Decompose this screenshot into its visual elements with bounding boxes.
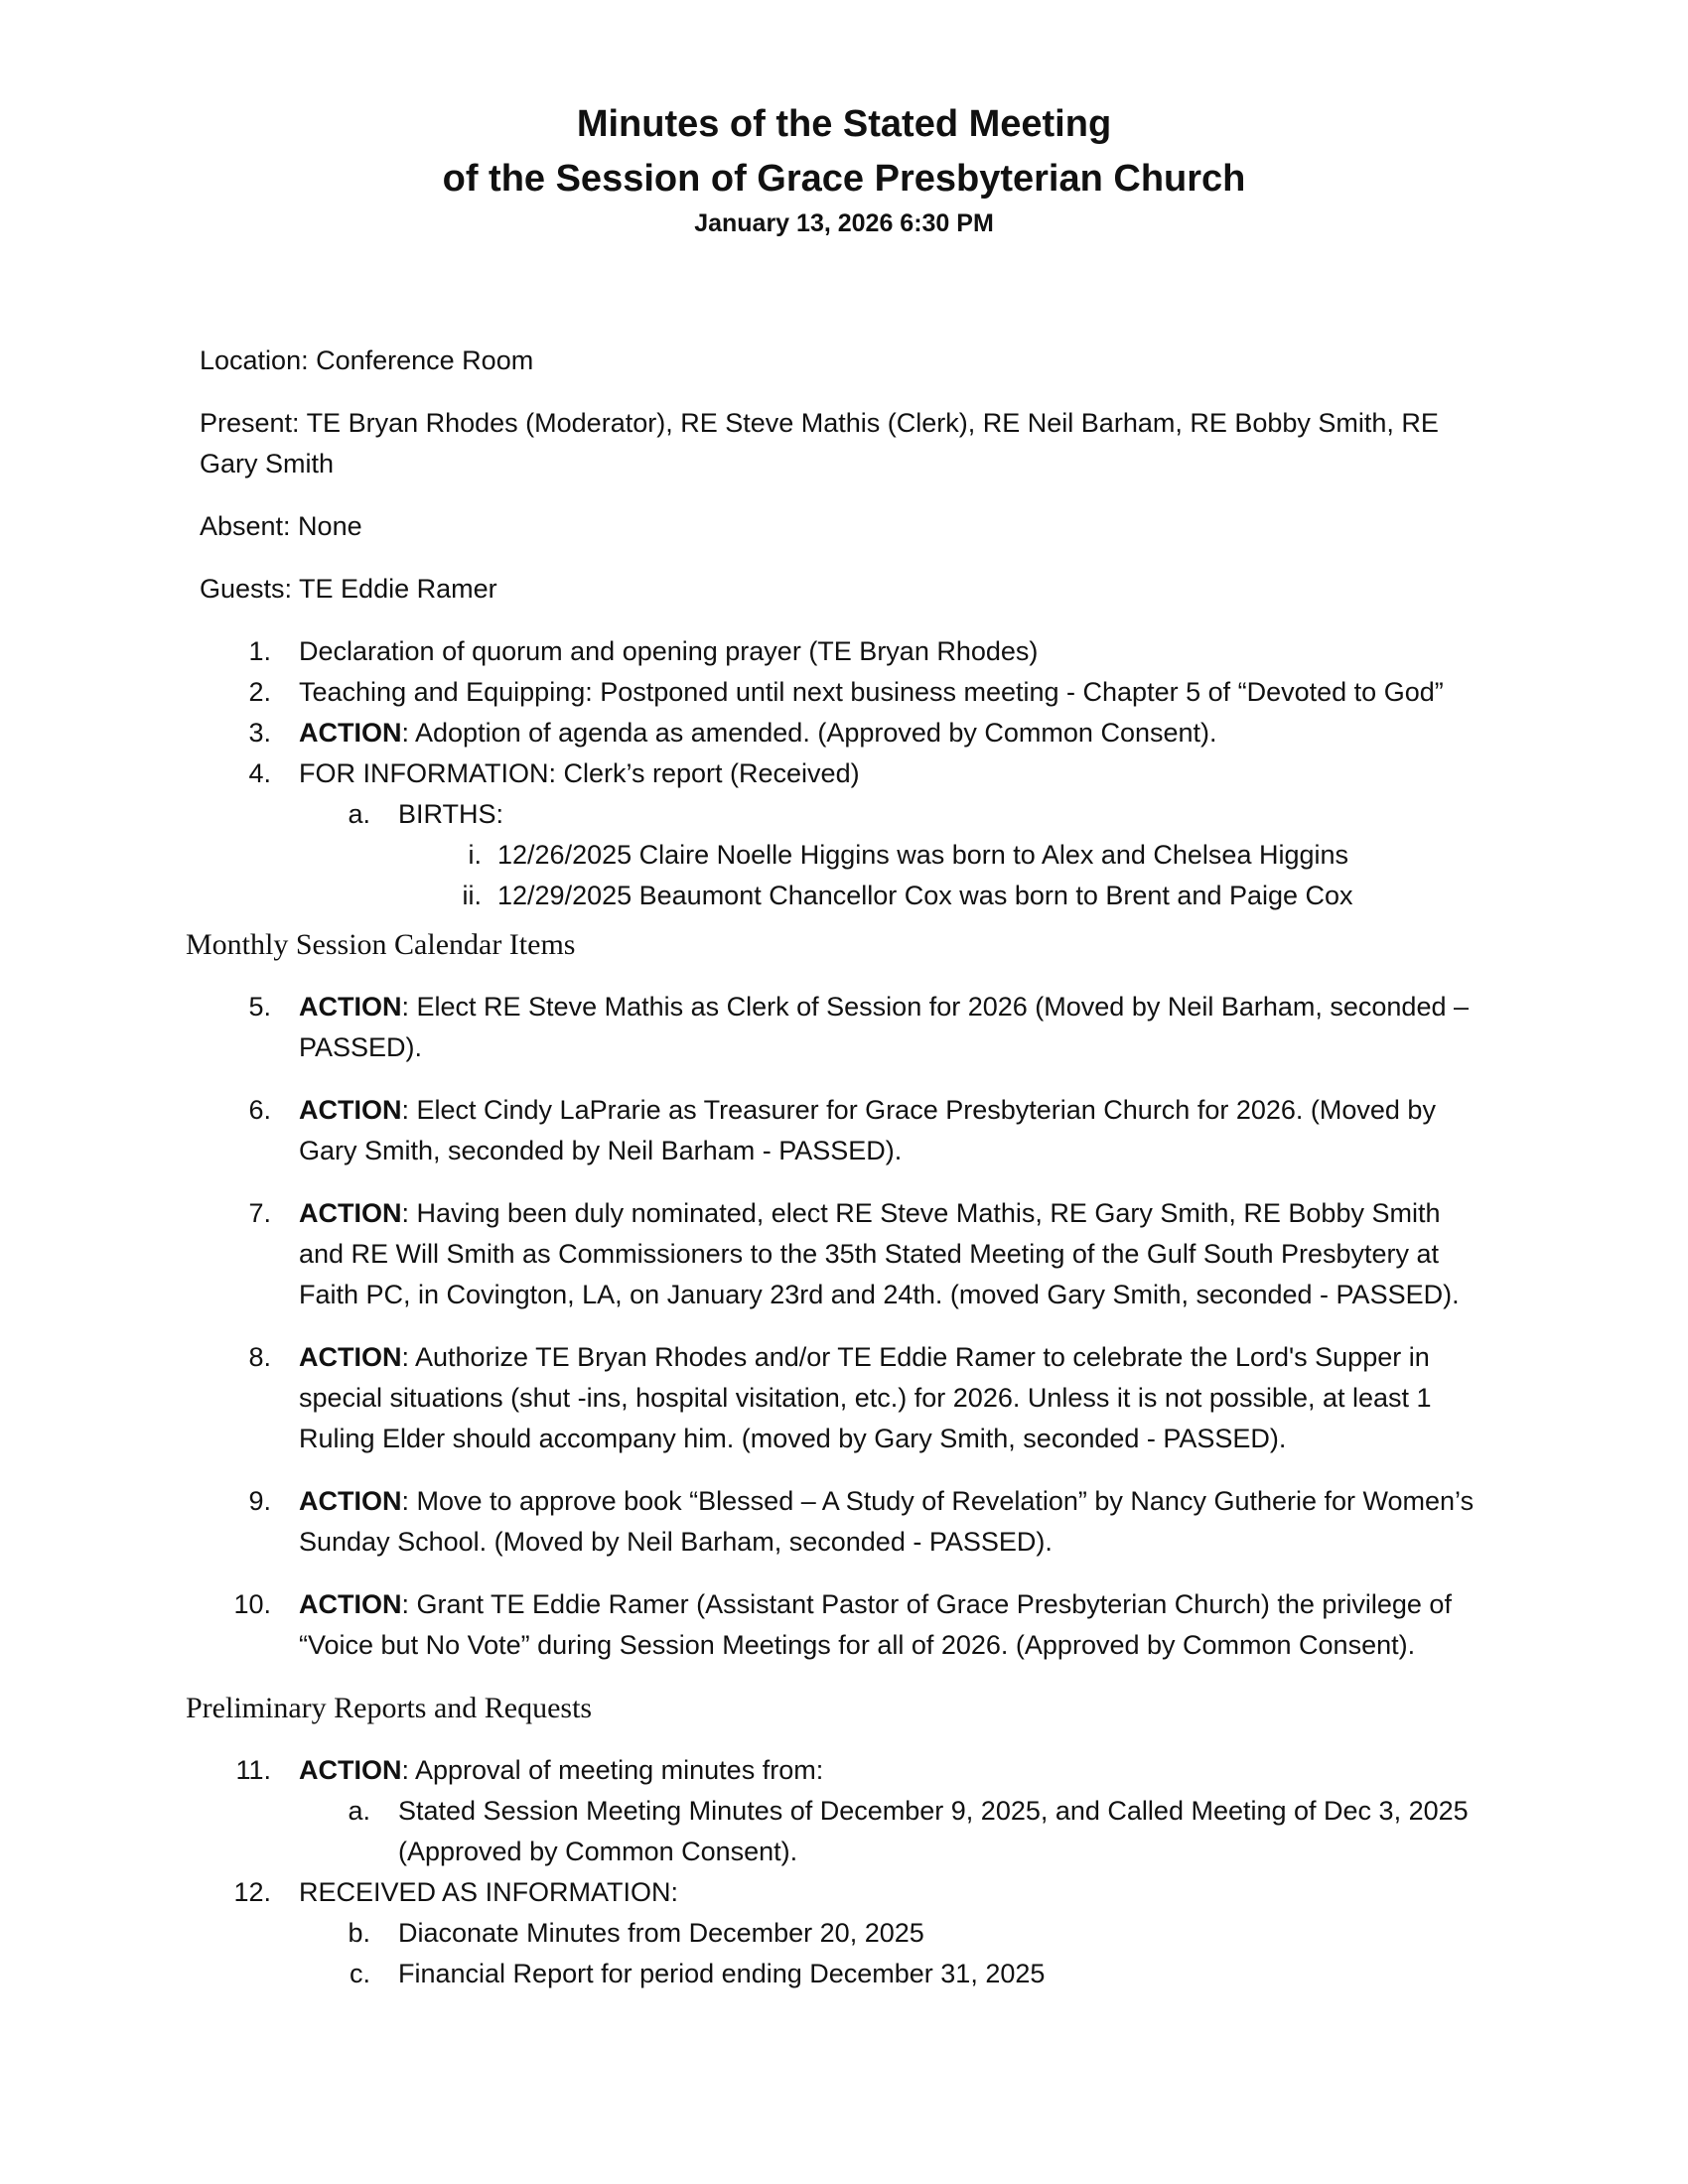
- information-subitem: [299, 1913, 1490, 1954]
- item-number: 7.: [248, 1198, 271, 1228]
- item-text: : Authorize TE Bryan Rhodes and/or TE Eddie Ramer to celebrate the Lord's Supper in special situations (shut -ins, hospital visitation, etc.) for 2026. Unless it is not possible, at least 1 Ruling Elder should accompany him. (moved by Gary Smith, seconded - PASSED).: [299, 1342, 1432, 1453]
- action-keyword: ACTION: [299, 1342, 402, 1372]
- item-text: : Grant TE Eddie Ramer (Assistant Pastor of Grace Presbyterian Church) the privilege of “Voice but No Vote” during Session Meetings for all of 2026. (Approved by Common Consent).: [299, 1589, 1452, 1660]
- birth-entry: [398, 835, 1490, 876]
- action-keyword: ACTION: [299, 1486, 402, 1516]
- item-text: : Adoption of agenda as amended. (Approved by Common Consent).: [401, 718, 1217, 748]
- item-text: : Elect Cindy LaPrarie as Treasurer for Grace Presbyterian Church for 2026. (Moved by Gary Smith, seconded by Neil Barham - PASSED).: [299, 1095, 1436, 1165]
- item-number: 9.: [248, 1486, 271, 1516]
- action-keyword: ACTION: [299, 1755, 402, 1785]
- subitem-text: Stated Session Meeting Minutes of December 9, 2025, and Called Meeting of Dec 3, 2025 (Approved by Common Consent).: [398, 1796, 1469, 1866]
- item-text: : Elect RE Steve Mathis as Clerk of Session for 2026 (Moved by Neil Barham, seconded – PASSED).: [299, 992, 1470, 1062]
- births-subitem: [299, 794, 1490, 916]
- action-keyword: ACTION: [299, 1198, 402, 1228]
- agenda-item-1: [200, 631, 1490, 672]
- item-text: Teaching and Equipping: Postponed until next business meeting - Chapter 5 of “Devoted to God”: [299, 677, 1444, 707]
- item-number: 3.: [248, 718, 271, 748]
- item-text: : Move to approve book “Blessed – A Study of Revelation” by Nancy Gutherie for Women’s Sunday School. (Moved by Neil Barham, seconded - PASSED).: [299, 1486, 1475, 1557]
- title-line-2: of the Session of Grace Presbyterian Church: [442, 158, 1246, 200]
- guests-line: Guests: TE Eddie Ramer: [200, 574, 497, 604]
- item-number: 8.: [248, 1342, 271, 1372]
- item-number: 1.: [248, 636, 271, 666]
- item-text: : Approval of meeting minutes from:: [401, 1755, 824, 1785]
- item-number: 5.: [248, 992, 271, 1022]
- subitem-text: Diaconate Minutes from December 20, 2025: [398, 1918, 924, 1948]
- birth-text: 12/29/2025 Beaumont Chancellor Cox was born to Brent and Paige Cox: [497, 881, 1353, 910]
- minutes-body: [186, 341, 1490, 1994]
- agenda-item-8: [200, 1337, 1490, 1459]
- subitem-letter: b.: [348, 1918, 370, 1948]
- roman-numeral: ii.: [462, 881, 482, 910]
- item-text: Declaration of quorum and opening prayer (TE Bryan Rhodes): [299, 636, 1039, 666]
- agenda-item-10: [200, 1584, 1490, 1666]
- information-subitem: [299, 1954, 1490, 1994]
- action-keyword: ACTION: [299, 992, 402, 1022]
- agenda-item-4: [200, 753, 1490, 916]
- agenda-item-3: [200, 713, 1490, 753]
- subitem-letter: a.: [348, 1796, 370, 1826]
- agenda-item-9: [200, 1481, 1490, 1563]
- subitem-letter: c.: [349, 1959, 370, 1988]
- meeting-date-time: January 13, 2026 6:30 PM: [694, 209, 994, 237]
- item-number: 6.: [248, 1095, 271, 1125]
- birth-text: 12/26/2025 Claire Noelle Higgins was born to Alex and Chelsea Higgins: [497, 840, 1349, 870]
- item-text: : Having been duly nominated, elect RE Steve Mathis, RE Gary Smith, RE Bobby Smith and RE Will Smith as Commissioners to the 35th Stated Meeting of the Gulf South Presbytery at Faith PC, in Covington, LA, on January 23rd and 24th. (moved Gary Smith, seconded - PASSED).: [299, 1198, 1460, 1309]
- item-number: 4.: [248, 758, 271, 788]
- agenda-item-2: [200, 672, 1490, 713]
- births-list: [398, 835, 1490, 916]
- item-number: 11.: [235, 1755, 271, 1785]
- section-heading-calendar: Monthly Session Calendar Items: [186, 928, 576, 961]
- minutes-subitem: [299, 1791, 1490, 1872]
- agenda-item-6: [200, 1090, 1490, 1171]
- agenda-item-11: [200, 1750, 1490, 1872]
- agenda-item-5: [200, 987, 1490, 1068]
- agenda-item-7: [200, 1193, 1490, 1315]
- opening-items: [200, 631, 1490, 916]
- item-text: FOR INFORMATION: Clerk’s report (Received): [299, 758, 860, 788]
- calendar-items: [200, 987, 1490, 1666]
- report-items: [200, 1750, 1490, 1994]
- action-keyword: ACTION: [299, 1589, 402, 1619]
- subitem-letter: a.: [348, 799, 370, 829]
- clerk-report-subitems: [299, 794, 1490, 916]
- item-number: 10.: [233, 1589, 271, 1619]
- item-text: RECEIVED AS INFORMATION:: [299, 1877, 679, 1907]
- action-keyword: ACTION: [299, 1095, 402, 1125]
- location-line: Location: Conference Room: [200, 345, 534, 375]
- action-keyword: ACTION: [299, 718, 402, 748]
- birth-entry: [398, 876, 1490, 916]
- item-number: 12.: [233, 1877, 271, 1907]
- subitem-text: Financial Report for period ending December 31, 2025: [398, 1959, 1046, 1988]
- births-label: BIRTHS:: [398, 799, 504, 829]
- present-line: Present: TE Bryan Rhodes (Moderator), RE Steve Mathis (Clerk), RE Neil Barham, RE Bobby Smith, RE Gary Smith: [200, 408, 1439, 478]
- roman-numeral: i.: [468, 840, 482, 870]
- section-heading-reports: Preliminary Reports and Requests: [186, 1692, 593, 1724]
- title-line-1: Minutes of the Stated Meeting: [576, 103, 1112, 145]
- item-number: 2.: [248, 677, 271, 707]
- minutes-approval-subitems: [299, 1791, 1490, 1872]
- received-information-subitems: [299, 1913, 1490, 1994]
- agenda-item-12: [200, 1872, 1490, 1994]
- absent-line: Absent: None: [200, 511, 362, 541]
